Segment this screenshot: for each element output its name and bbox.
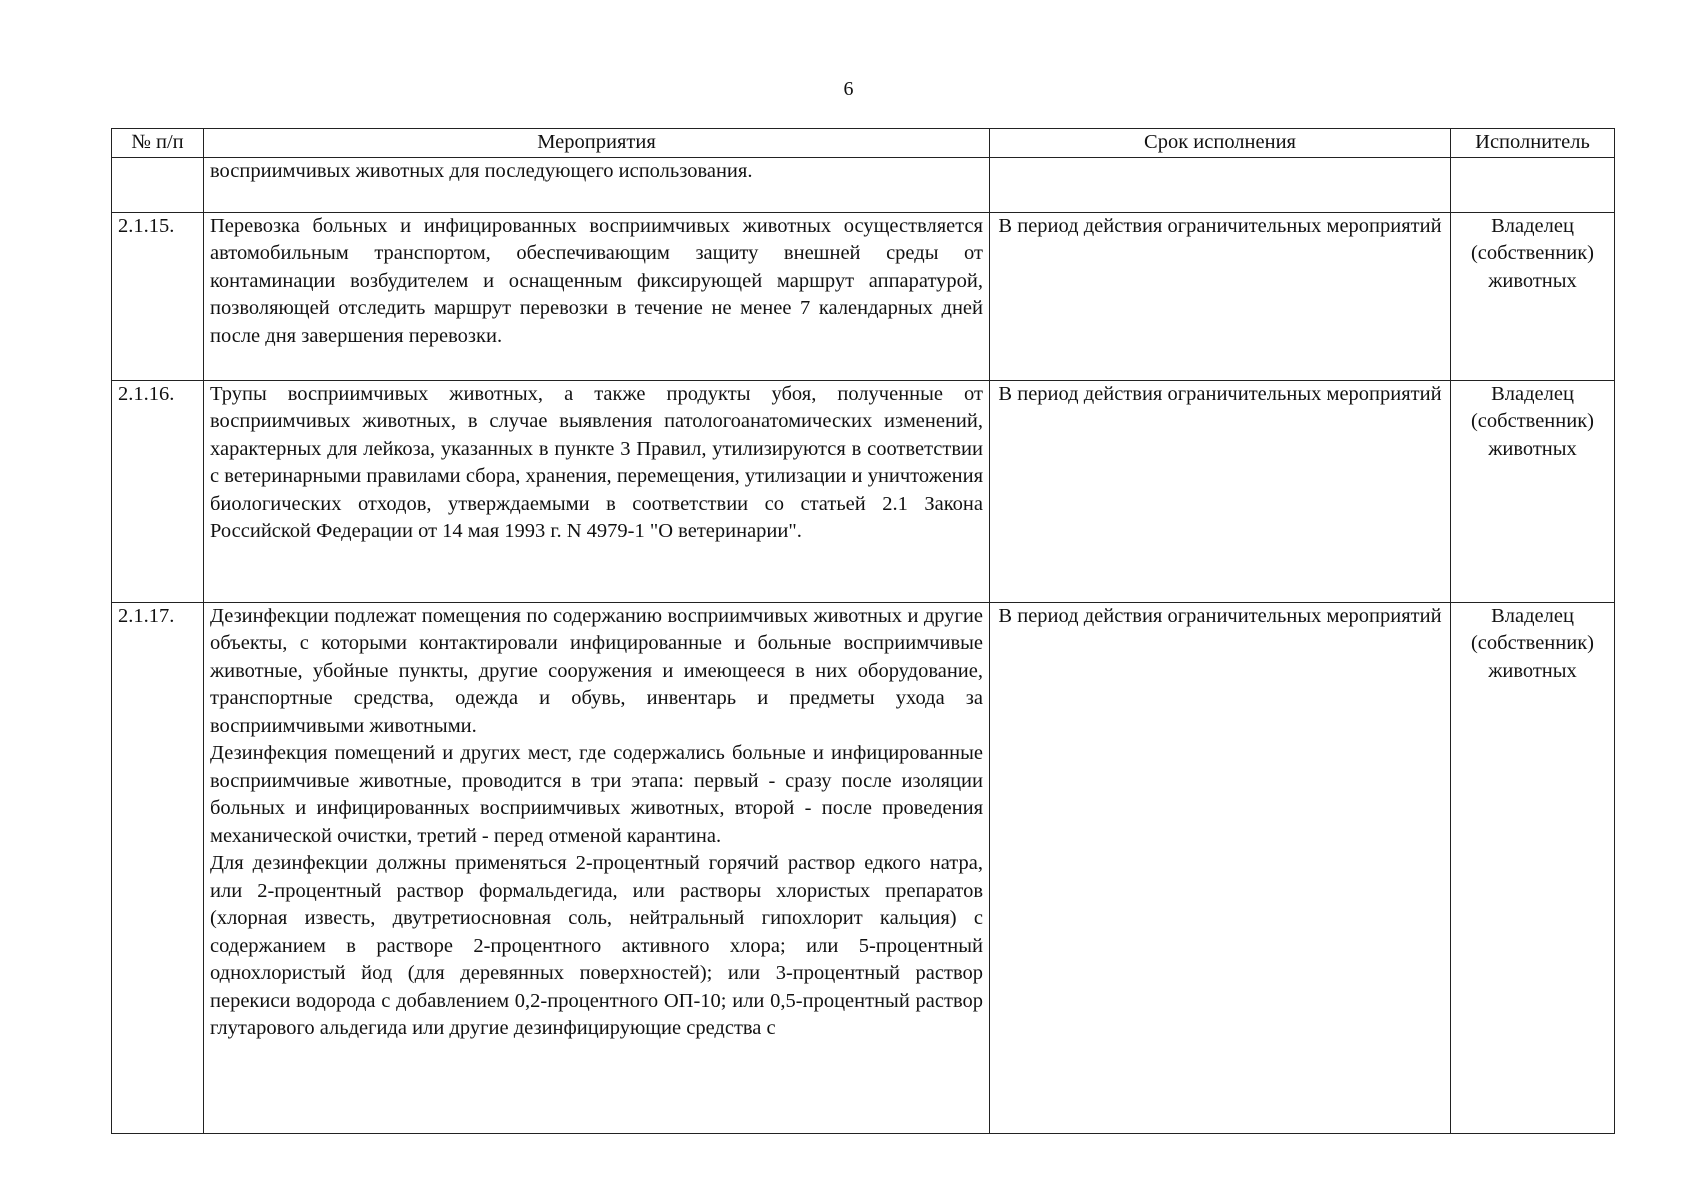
action-paragraph: Трупы восприимчивых животных, а также продукты убоя, полученные от восприимчивых животных, в случае выявления патологоанатомических изменений, характерных для лейкоза, указанных в пункте 3 Правил, утилизируются в соответствии с ветеринарными правилами сбора, хранения, перемещения, утилизации и уничтожения биологических отходов, утверждаемыми в соответствии со статьей 2.1 Закона Российской Федерации от 14 мая 1993 г. N 4979-1 "О ветеринарии". xyxy=(210,382,983,542)
row-num: 2.1.15. xyxy=(112,212,204,380)
row-num: 2.1.17. xyxy=(112,602,204,1133)
table-row-continuation xyxy=(112,157,1615,212)
row-num: 2.1.16. xyxy=(112,380,204,602)
header-executor: Исполнитель xyxy=(1451,129,1615,158)
action-paragraph: Дезинфекция помещений и других мест, где содержались больные и инфицированные восприимчивые животные, проводится в три этапа: первый - сразу после изоляции больных и инфицированных восприимчивых животных, второй - после проведения механической очистки, третий - перед отменой карантина. xyxy=(210,742,983,847)
row-num xyxy=(112,157,204,212)
row-term xyxy=(990,157,1451,212)
row-executor: Владелец (собственник) животных xyxy=(1451,380,1615,602)
row-term: В период действия ограничительных мероприятий xyxy=(990,212,1451,380)
row-action: восприимчивых животных для последующего использования. xyxy=(204,157,990,212)
row-executor xyxy=(1451,157,1615,212)
row-term: В период действия ограничительных мероприятий xyxy=(990,602,1451,1133)
row-executor: Владелец (собственник) животных xyxy=(1451,212,1615,380)
header-action: Мероприятия xyxy=(204,129,990,158)
header-term: Срок исполнения xyxy=(990,129,1451,158)
action-paragraph: Дезинфекции подлежат помещения по содержанию восприимчивых животных и другие объекты, с которыми контактировали инфицированные и больные восприимчивые животные, убойные пункты, другие сооружения и имеющееся в них оборудование, транспортные средства, одежда и обувь, инвентарь и предметы ухода за восприимчивыми животными. xyxy=(210,604,983,737)
table-row xyxy=(112,602,1615,1133)
action-paragraph: Для дезинфекции должны применяться 2-процентный горячий раствор едкого натра, или 2-процентный раствор формальдегида, или растворы хлористых препаратов (хлорная известь, двутретиосновная соль, нейтральный гипохлорит кальция) с содержанием в растворе 2-процентного активного хлора; или 5-процентный однохлористый йод (для деревянных поверхностей); или 3-процентный раствор перекиси водорода с добавлением 0,2-процентного ОП-10; или 0,5-процентный раствор глутарового альдегида или другие дезинфицирующие средства с xyxy=(210,852,983,1039)
table-row xyxy=(112,212,1615,380)
row-action xyxy=(204,380,990,602)
header-num: № п/п xyxy=(112,129,204,158)
action-paragraph: Перевозка больных и инфицированных восприимчивых животных осуществляется автомобильным транспортом, обеспечивающим защиту внешней среды от контаминации возбудителем и оснащенным фиксирующей маршрут аппаратурой, позволяющей отследить маршрут перевозки в течение не менее 7 календарных дней после дня завершения перевозки. xyxy=(210,214,983,347)
row-executor: Владелец (собственник) животных xyxy=(1451,602,1615,1133)
table-row xyxy=(112,380,1615,602)
page-number: 6 xyxy=(843,78,854,100)
row-term: В период действия ограничительных мероприятий xyxy=(990,380,1451,602)
table-header-row xyxy=(112,129,1615,158)
measures-table xyxy=(111,128,1615,1134)
row-action xyxy=(204,602,990,1133)
row-action xyxy=(204,212,990,380)
